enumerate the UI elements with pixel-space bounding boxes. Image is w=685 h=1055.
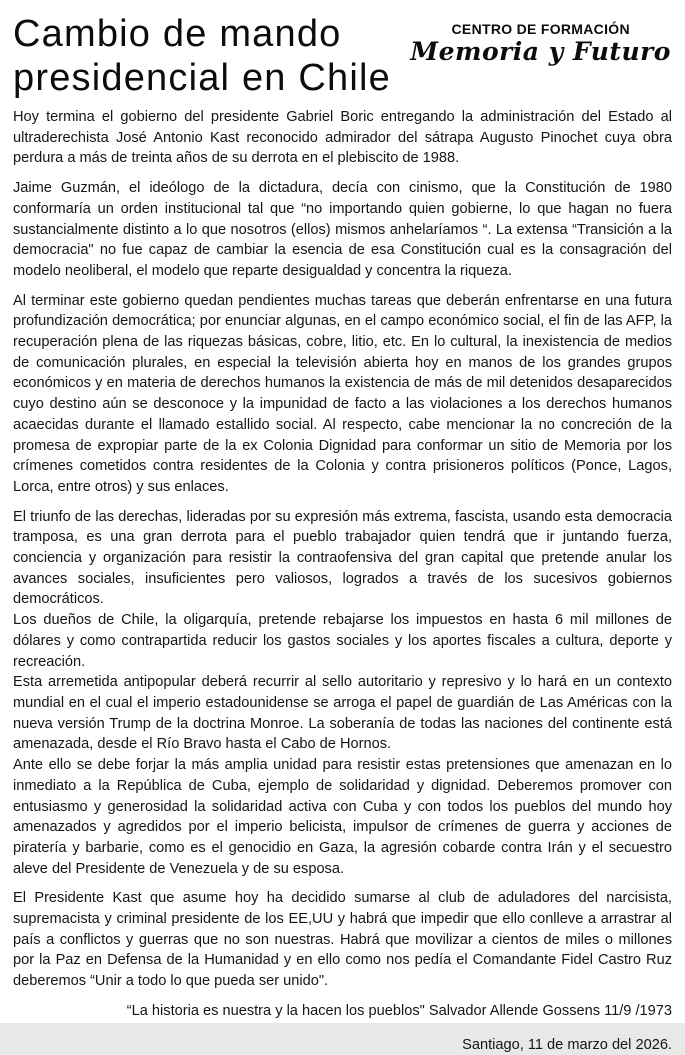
paragraph-duenos-de-chile: Los dueños de Chile, la oligarquía, pretende rebajarse los impuestos en hasta 6 mil millones de dólares y como contrapartida reducir los gastos sociales y los aportes fiscales a cultura, deporte y recreación.: [13, 612, 672, 670]
paragraph-intro-boric-kast: Hoy termina el gobierno del presidente Gabriel Boric entregando la administración del Estado al ultraderechista José Antonio Kast reconocido admirador del sátrapa Augusto Pinochet cuya obra perdura a más de treinta años de su derrota en el plebiscito de 1988.: [13, 109, 672, 167]
paragraph-unidad-cuba: Ante ello se debe forjar la más amplia unidad para resistir estas pretensiones que amenazan en lo inmediato a la República de Cuba, ejemplo de solidaridad y dignidad. Deberemos promover con entusiasmo y generosidad la solidaridad activa con Cuba y con todos los pueblos del mundo hoy amenazados y agredidos por el imperio belicista, impulsor de crímenes de guerra y acciones de piratería y barbarie, como es el genocidio en Gaza, la agresión cobarde contra Irán y el secuestro aleve del Presidente de Venezuela y de su esposa.: [13, 757, 672, 877]
document-body: [13, 107, 672, 1055]
paragraph-jaime-guzman: Jaime Guzmán, el ideólogo de la dictadura, decía con cinismo, que la Constitución de 1980 conformaría un orden institucional tal que “no importando quien gobierne, lo que hagan no fuera sustancialmente distinto a lo que nosotros (ellos) mismos anhelaríamos “. La extensa “Transición a la democracia" no fue capaz de cambiar la esencia de esa Constitución cual es la consagración del modelo neoliberal, el modelo que reparte desigualdad y concentra la riqueza.: [13, 180, 672, 279]
paragraph-arremetida-antipopular: Esta arremetida antipopular deberá recurrir al sello autoritario y represivo y lo hará en un contexto mundial en el cual el imperio estadounidense se arroga el papel de guardián de Las Américas con la nueva versión Trump de la doctrina Monroe. La soberanía de todas las naciones del continente está amenazada, desde el Río Bravo hasta el Cabo de Hornos.: [13, 674, 672, 753]
page-title-line-2: presidencial en Chile: [13, 57, 391, 99]
logo-org-name-text: Memoria y Futuro: [410, 37, 671, 66]
paragraph-tareas-pendientes: Al terminar este gobierno quedan pendientes muchas tareas que deberán enfrentarse en una futura profundización democrática; por enunciar algunas, en el campo económico social, el fin de las AFP, la recuperación plena de las riquezas básicas, cobre, litio, etc. En lo cultural, la inexistencia de medios de comunicación plurales, en especial la televisión abierta hoy en manos de los grandes grupos económicos y en materia de derechos humanos la existencia de más de mil detenidos desaparecidos cuyo destino aún se desconoce y la impunidad de facto a las violaciones a los derechos humanos acaecidas durante el llamado estallido social. Al respecto, cabe mencionar la no concreción de la promesa de expropiar parte de la ex Colonia Dignidad para conformar un sitio de Memoria por los crímenes cometidos contra residentes de la Colonia y contra prisioneros políticos (Ponce, Lagos, Lorca, entre otros) y sus enlaces.: [13, 292, 672, 495]
dateline: Santiago, 11 de marzo del 2026.: [462, 1036, 672, 1053]
logo-org-type-text: CENTRO DE FORMACIÓN: [451, 21, 630, 37]
paragraph-triunfo-derechas: El triunfo de las derechas, lideradas por su expresión más extrema, fascista, usando esta democracia tramposa, es una gran derrota para el pueblo trabajador quien tendrá que ir juntando fuerza, conciencia y organización para resistir la contraofensiva del gran capital que pretende anular los avances sociales, insuficientes pero valiosos, logrados a través de los sucesivos gobiernos democráticos.: [13, 508, 672, 608]
paragraph-presidente-kast: El Presidente Kast que asume hoy ha decidido sumarse al club de aduladores del narcisista, supremacista y criminal presidente de los EE,UU y habrá que impedir que ello conlleve a arrastrar al país a conflictos y guerras que no son nuestras. Habrá que movilizar a cientos de miles o millones por la Paz en Defensa de la Humanidad y en ello como nos pedía el Comandante Fidel Castro Ruz deberemos “Unir a todo lo que pueda ser unido".: [13, 890, 672, 990]
closing-quote-allende: “La historia es nuestra y la hacen los pueblos" Salvador Allende Gossens 11/9 /1973: [126, 1002, 672, 1019]
page-title: [13, 12, 391, 100]
document-header: [13, 12, 672, 100]
page-title-line-1: Cambio de mando: [13, 13, 342, 55]
organization-logo: [410, 12, 672, 67]
